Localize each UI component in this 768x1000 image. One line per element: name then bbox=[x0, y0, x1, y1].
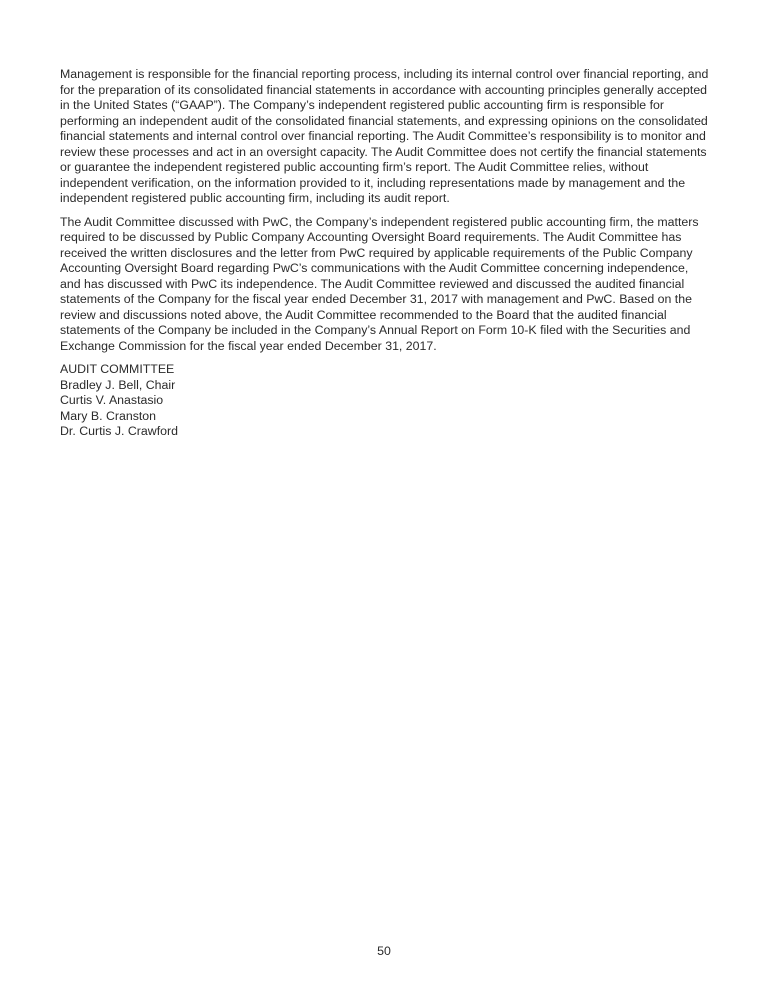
committee-member: Curtis V. Anastasio bbox=[60, 393, 164, 407]
page-number: 50 bbox=[377, 944, 391, 958]
committee-heading: AUDIT COMMITTEE bbox=[60, 362, 175, 376]
committee-member: Mary B. Cranston bbox=[60, 408, 157, 423]
document-body bbox=[60, 67, 710, 440]
committee-member-chair: Bradley J. Bell, Chair bbox=[60, 377, 176, 392]
paragraph-audit-committee-discussion: The Audit Committee discussed with PwC, the Company’s independent registered public accounting firm, the matters required to be discussed by Public Company Accounting Oversight Board requirements. The Audit Committee has received the written disclosures and the letter from PwC required by applicable requirements of the Public Company Accounting Oversight Board regarding PwC’s communications with the Audit Committee concerning independence, and has discussed with PwC its independence. The Audit Committee reviewed and discussed the audited financial statements of the Company for the fiscal year ended December 31, 2017 with management and PwC. Based on the review and discussions noted above, the Audit Committee recommended to the Board that the audited financial statements of the Company be included in the Company’s Annual Report on Form 10-K filed with the Securities and Exchange Commission for the fiscal year ended December 31, 2017. bbox=[60, 214, 699, 353]
paragraph-management-responsibility: Management is responsible for the financial reporting process, including its internal control over financial reporting, and for the preparation of its consolidated financial statements in accordance with accounting principles generally accepted in the United States (“GAAP”). The Company’s independent registered public accounting firm is responsible for performing an independent audit of the consolidated financial statements, and expressing opinions on the consolidated financial statements and internal control over financial reporting. The Audit Committee’s responsibility is to monitor and review these processes and act in an oversight capacity. The Audit Committee does not certify the financial statements or guarantee the independent registered public accounting firm’s report. The Audit Committee relies, without independent verification, on the information provided to it, including representations made by management and the independent registered public accounting firm, including its audit report. bbox=[60, 67, 709, 205]
committee-member: Dr. Curtis J. Crawford bbox=[60, 424, 178, 438]
committee-signature-block bbox=[60, 362, 710, 440]
